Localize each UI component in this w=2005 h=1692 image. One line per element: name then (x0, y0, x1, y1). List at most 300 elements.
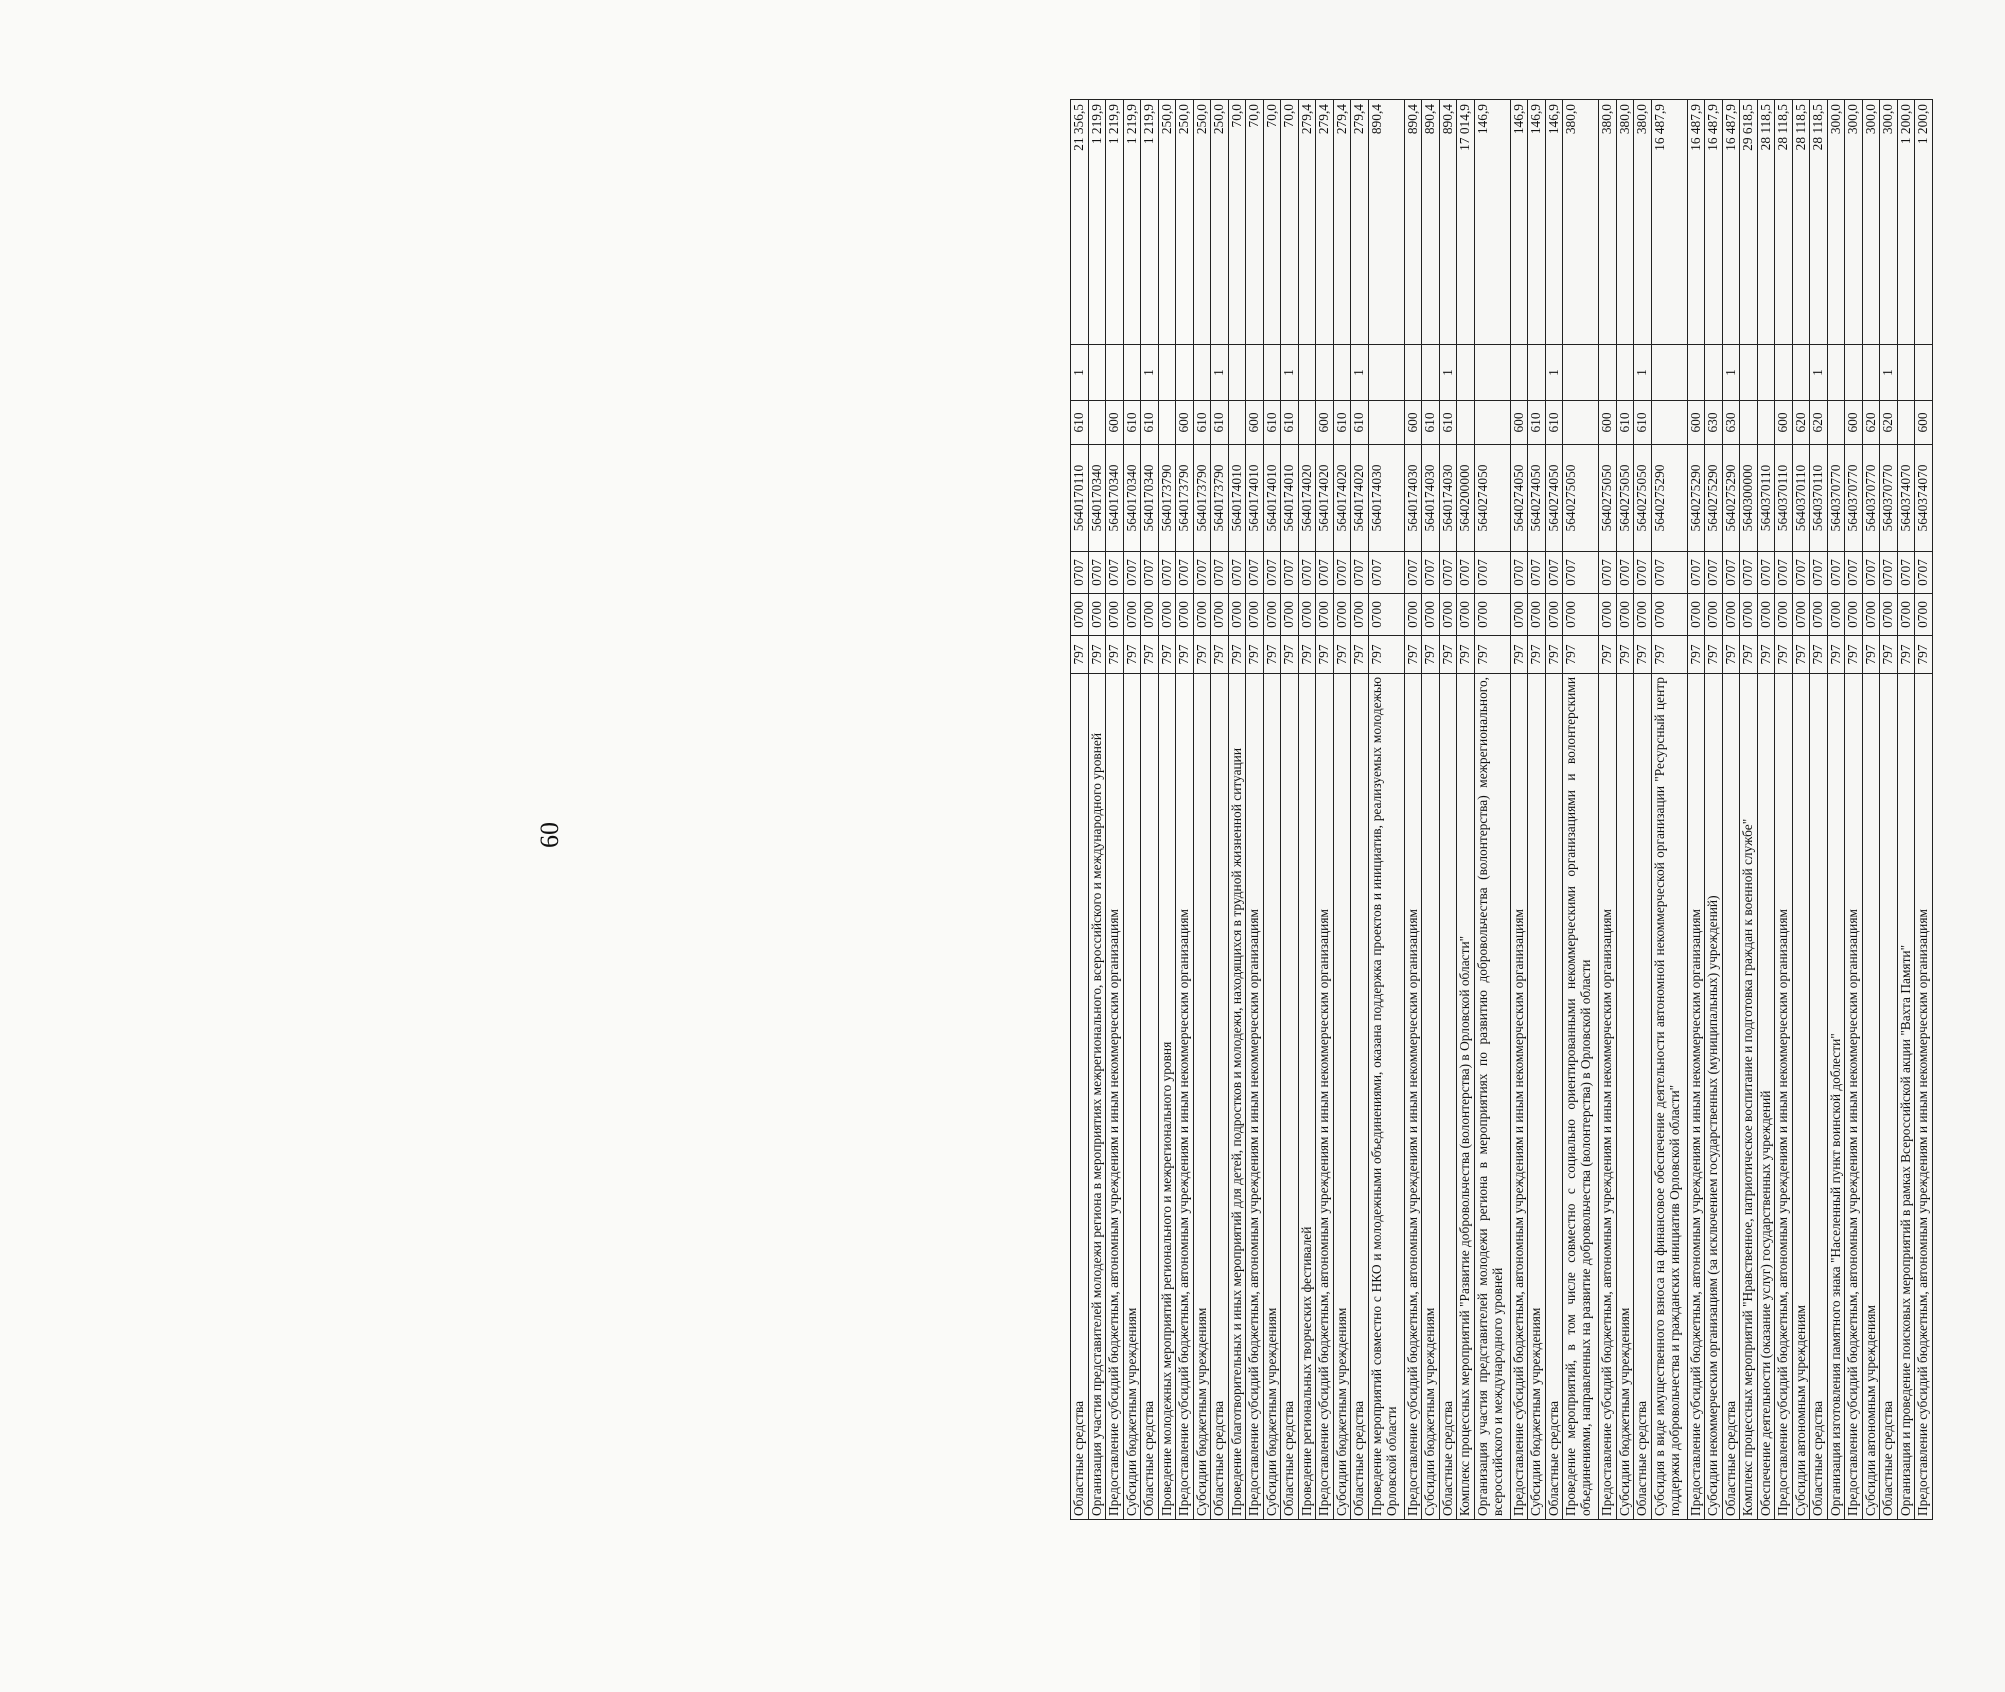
row-name-cell: Предоставление субсидий бюджетным, автономным учреждениям и иным некоммерческим организациям (1915, 674, 1933, 1520)
row-target-article-cell: 5640275290 (1705, 445, 1723, 552)
row-sum-cell: 146,9 (1474, 100, 1510, 345)
row-expense-type-cell: 610 (1616, 401, 1634, 445)
row-section-cell: 0700 (1545, 594, 1563, 636)
row-target-article-cell: 5640200000 (1457, 445, 1475, 552)
row-name-cell: Субсидия в виде имущественного взноса на финансовое обеспечение деятельности автономной некоммерческой организации "Ресурсный центр поддержки добровольчества и гражданских инициатив Орловской области" (1651, 674, 1687, 1520)
row-subsection-cell: 0707 (1775, 552, 1793, 594)
table-row (1563, 100, 1599, 1520)
row-section-cell: 0700 (1298, 594, 1316, 636)
table-row (1687, 100, 1705, 1520)
row-sum-cell: 279,4 (1351, 100, 1369, 345)
table-row (1616, 100, 1634, 1520)
row-section-cell: 0700 (1827, 594, 1845, 636)
row-sum-cell: 1 219,9 (1141, 100, 1159, 345)
row-section-cell: 0700 (1088, 594, 1106, 636)
row-mark-cell (1106, 345, 1124, 401)
row-expense-type-cell (1757, 401, 1775, 445)
row-section-cell: 0700 (1071, 594, 1089, 636)
row-target-article-cell: 5640275050 (1563, 445, 1599, 552)
table-row (1246, 100, 1264, 1520)
row-expense-type-cell: 610 (1528, 401, 1546, 445)
row-mark-cell (1246, 345, 1264, 401)
row-name-cell: Предоставление субсидий бюджетным, автономным учреждениям и иным некоммерческим организациям (1775, 674, 1793, 1520)
row-sum-cell: 146,9 (1510, 100, 1528, 345)
row-mark-cell (1368, 345, 1404, 401)
table-row (1176, 100, 1194, 1520)
table-row (1915, 100, 1933, 1520)
row-target-article-cell: 5640170340 (1141, 445, 1159, 552)
row-expense-type-cell: 610 (1333, 401, 1351, 445)
row-target-article-cell: 5640370110 (1775, 445, 1793, 552)
row-mark-cell (1123, 345, 1141, 401)
row-gr-cell: 797 (1141, 636, 1159, 674)
row-expense-type-cell: 610 (1263, 401, 1281, 445)
row-name-cell: Комплекс процессных мероприятий "Нравственное, патриотическое воспитание и подготовка граждан к военной службе" (1740, 674, 1758, 1520)
row-name-cell: Проведение молодежных мероприятий регионального и межрегионального уровня (1158, 674, 1176, 1520)
row-subsection-cell: 0707 (1599, 552, 1617, 594)
row-name-cell: Субсидии бюджетным учреждениям (1528, 674, 1546, 1520)
row-mark-cell (1705, 345, 1723, 401)
row-expense-type-cell: 620 (1792, 401, 1810, 445)
row-gr-cell: 797 (1757, 636, 1775, 674)
row-name-cell: Областные средства (1439, 674, 1457, 1520)
row-sum-cell: 300,0 (1880, 100, 1898, 345)
row-mark-cell (1457, 345, 1475, 401)
row-target-article-cell: 5640370110 (1792, 445, 1810, 552)
row-mark-cell (1316, 345, 1334, 401)
row-name-cell: Предоставление субсидий бюджетным, автономным учреждениям и иным некоммерческим организациям (1845, 674, 1863, 1520)
row-expense-type-cell: 630 (1722, 401, 1740, 445)
row-section-cell: 0700 (1880, 594, 1898, 636)
row-gr-cell: 797 (1915, 636, 1933, 674)
row-sum-cell: 16 487,9 (1722, 100, 1740, 345)
row-expense-type-cell (1740, 401, 1758, 445)
row-subsection-cell: 0707 (1528, 552, 1546, 594)
table-row (1211, 100, 1229, 1520)
row-sum-cell: 380,0 (1563, 100, 1599, 345)
row-expense-type-cell: 600 (1176, 401, 1194, 445)
row-subsection-cell: 0707 (1298, 552, 1316, 594)
row-mark-cell (1088, 345, 1106, 401)
row-sum-cell: 890,4 (1404, 100, 1422, 345)
row-subsection-cell: 0707 (1368, 552, 1404, 594)
row-sum-cell: 146,9 (1545, 100, 1563, 345)
table-row (1599, 100, 1617, 1520)
row-target-article-cell: 5640173790 (1176, 445, 1194, 552)
row-sum-cell: 250,0 (1193, 100, 1211, 345)
row-name-cell: Областные средства (1722, 674, 1740, 1520)
row-section-cell: 0700 (1563, 594, 1599, 636)
row-gr-cell: 797 (1705, 636, 1723, 674)
row-sum-cell: 28 118,5 (1775, 100, 1793, 345)
row-subsection-cell: 0707 (1316, 552, 1334, 594)
table-row (1088, 100, 1106, 1520)
row-sum-cell: 250,0 (1176, 100, 1194, 345)
table-row (1651, 100, 1687, 1520)
row-gr-cell: 797 (1810, 636, 1828, 674)
row-name-cell: Субсидии бюджетным учреждениям (1123, 674, 1141, 1520)
row-sum-cell: 70,0 (1228, 100, 1246, 345)
row-sum-cell: 17 014,9 (1457, 100, 1475, 345)
row-section-cell: 0700 (1422, 594, 1440, 636)
row-mark-cell (1792, 345, 1810, 401)
row-name-cell: Предоставление субсидий бюджетным, автономным учреждениям и иным некоммерческим организациям (1106, 674, 1124, 1520)
row-sum-cell: 300,0 (1845, 100, 1863, 345)
row-gr-cell: 797 (1193, 636, 1211, 674)
row-sum-cell: 380,0 (1634, 100, 1652, 345)
row-target-article-cell: 5640370770 (1845, 445, 1863, 552)
table-row (1705, 100, 1723, 1520)
row-gr-cell: 797 (1123, 636, 1141, 674)
row-expense-type-cell: 600 (1599, 401, 1617, 445)
row-section-cell: 0700 (1158, 594, 1176, 636)
row-target-article-cell: 5640275050 (1634, 445, 1652, 552)
table-row (1775, 100, 1793, 1520)
row-name-cell: Субсидии автономным учреждениям (1862, 674, 1880, 1520)
row-expense-type-cell: 610 (1351, 401, 1369, 445)
row-mark-cell: 1 (1071, 345, 1089, 401)
row-mark-cell (1404, 345, 1422, 401)
row-mark-cell (1599, 345, 1617, 401)
table-row (1722, 100, 1740, 1520)
row-mark-cell: 1 (1634, 345, 1652, 401)
row-section-cell: 0700 (1862, 594, 1880, 636)
row-name-cell: Субсидии бюджетным учреждениям (1422, 674, 1440, 1520)
row-mark-cell (1862, 345, 1880, 401)
row-name-cell: Областные средства (1071, 674, 1089, 1520)
row-expense-type-cell: 600 (1404, 401, 1422, 445)
row-mark-cell: 1 (1722, 345, 1740, 401)
row-expense-type-cell: 610 (1422, 401, 1440, 445)
row-expense-type-cell: 620 (1810, 401, 1828, 445)
row-sum-cell: 250,0 (1211, 100, 1229, 345)
row-gr-cell: 797 (1439, 636, 1457, 674)
row-name-cell: Организация и проведение поисковых мероприятий в рамках Всероссийской акции "Вахта Памяти" (1897, 674, 1915, 1520)
row-subsection-cell: 0707 (1158, 552, 1176, 594)
row-expense-type-cell: 610 (1211, 401, 1229, 445)
row-section-cell: 0700 (1193, 594, 1211, 636)
row-target-article-cell: 5640174010 (1228, 445, 1246, 552)
row-gr-cell: 797 (1862, 636, 1880, 674)
row-sum-cell: 1 219,9 (1106, 100, 1124, 345)
row-gr-cell: 797 (1176, 636, 1194, 674)
row-name-cell: Областные средства (1545, 674, 1563, 1520)
row-section-cell: 0700 (1211, 594, 1229, 636)
row-name-cell: Проведение благотворительных и иных мероприятий для детей, подростков и молодежи, находящихся в трудной жизненной ситуации (1228, 674, 1246, 1520)
table-row (1228, 100, 1246, 1520)
row-expense-type-cell: 600 (1106, 401, 1124, 445)
row-subsection-cell: 0707 (1616, 552, 1634, 594)
row-name-cell: Субсидии некоммерческим организациям (за исключением государственных (муниципальных) учреждений) (1705, 674, 1723, 1520)
row-subsection-cell: 0707 (1792, 552, 1810, 594)
row-sum-cell: 21 356,5 (1071, 100, 1089, 345)
row-section-cell: 0700 (1897, 594, 1915, 636)
row-subsection-cell: 0707 (1827, 552, 1845, 594)
row-section-cell: 0700 (1651, 594, 1687, 636)
row-mark-cell (1298, 345, 1316, 401)
row-name-cell: Организация изготовления памятного знака "Населенный пункт воинской доблести" (1827, 674, 1845, 1520)
table-row (1792, 100, 1810, 1520)
row-mark-cell (1651, 345, 1687, 401)
table-row (1333, 100, 1351, 1520)
row-gr-cell: 797 (1281, 636, 1299, 674)
row-section-cell: 0700 (1351, 594, 1369, 636)
row-gr-cell: 797 (1263, 636, 1281, 674)
row-subsection-cell: 0707 (1474, 552, 1510, 594)
row-mark-cell: 1 (1351, 345, 1369, 401)
row-name-cell: Проведение мероприятий, в том числе совместно с социально ориентированными некоммерческими организациями и волонтерскими объединениями, направленных на развитие добровольчества (волонтерства) в Орловской области (1563, 674, 1599, 1520)
row-sum-cell: 28 118,5 (1810, 100, 1828, 345)
table-row (1298, 100, 1316, 1520)
row-expense-type-cell (1368, 401, 1404, 445)
table-row (1071, 100, 1089, 1520)
row-name-cell: Областные средства (1141, 674, 1159, 1520)
row-section-cell: 0700 (1123, 594, 1141, 636)
row-section-cell: 0700 (1810, 594, 1828, 636)
row-gr-cell: 797 (1510, 636, 1528, 674)
row-sum-cell: 380,0 (1616, 100, 1634, 345)
row-gr-cell: 797 (1404, 636, 1422, 674)
row-gr-cell: 797 (1457, 636, 1475, 674)
row-section-cell: 0700 (1333, 594, 1351, 636)
table-row (1810, 100, 1828, 1520)
row-target-article-cell: 5640174020 (1333, 445, 1351, 552)
row-name-cell: Субсидии бюджетным учреждениям (1193, 674, 1211, 1520)
row-expense-type-cell: 610 (1439, 401, 1457, 445)
row-expense-type-cell (1228, 401, 1246, 445)
row-mark-cell (1528, 345, 1546, 401)
row-target-article-cell: 5640174020 (1316, 445, 1334, 552)
row-section-cell: 0700 (1775, 594, 1793, 636)
row-gr-cell: 797 (1106, 636, 1124, 674)
row-mark-cell (1915, 345, 1933, 401)
row-sum-cell: 1 219,9 (1088, 100, 1106, 345)
row-name-cell: Организация участия представителей молодежи региона в мероприятиях по развитию добровольчества (волонтерства) межрегионального, всероссийского и международного уровней (1474, 674, 1510, 1520)
row-mark-cell (1228, 345, 1246, 401)
row-target-article-cell: 5640170340 (1088, 445, 1106, 552)
row-subsection-cell: 0707 (1141, 552, 1159, 594)
row-subsection-cell: 0707 (1563, 552, 1599, 594)
row-section-cell: 0700 (1368, 594, 1404, 636)
row-subsection-cell: 0707 (1193, 552, 1211, 594)
row-mark-cell (1757, 345, 1775, 401)
row-sum-cell: 250,0 (1158, 100, 1176, 345)
row-sum-cell: 279,4 (1298, 100, 1316, 345)
row-gr-cell: 797 (1228, 636, 1246, 674)
row-gr-cell: 797 (1211, 636, 1229, 674)
row-mark-cell (1193, 345, 1211, 401)
row-mark-cell: 1 (1880, 345, 1898, 401)
row-mark-cell: 1 (1439, 345, 1457, 401)
row-target-article-cell: 5640370770 (1862, 445, 1880, 552)
row-mark-cell (1687, 345, 1705, 401)
row-sum-cell: 279,4 (1333, 100, 1351, 345)
row-sum-cell: 300,0 (1827, 100, 1845, 345)
row-target-article-cell: 5640173790 (1158, 445, 1176, 552)
row-subsection-cell: 0707 (1404, 552, 1422, 594)
row-expense-type-cell (1651, 401, 1687, 445)
row-expense-type-cell (1158, 401, 1176, 445)
row-gr-cell: 797 (1563, 636, 1599, 674)
row-subsection-cell: 0707 (1634, 552, 1652, 594)
table-row (1845, 100, 1863, 1520)
row-target-article-cell: 5640173790 (1211, 445, 1229, 552)
row-name-cell: Предоставление субсидий бюджетным, автономным учреждениям и иным некоммерческим организациям (1246, 674, 1264, 1520)
row-expense-type-cell: 600 (1687, 401, 1705, 445)
table-row (1281, 100, 1299, 1520)
row-sum-cell: 16 487,9 (1705, 100, 1723, 345)
row-target-article-cell: 5640174030 (1422, 445, 1440, 552)
row-section-cell: 0700 (1106, 594, 1124, 636)
row-subsection-cell: 0707 (1439, 552, 1457, 594)
row-expense-type-cell: 630 (1705, 401, 1723, 445)
row-sum-cell: 28 118,5 (1757, 100, 1775, 345)
row-expense-type-cell: 610 (1193, 401, 1211, 445)
table-row (1510, 100, 1528, 1520)
row-sum-cell: 16 487,9 (1651, 100, 1687, 345)
row-section-cell: 0700 (1439, 594, 1457, 636)
row-subsection-cell: 0707 (1705, 552, 1723, 594)
row-section-cell: 0700 (1457, 594, 1475, 636)
row-gr-cell: 797 (1333, 636, 1351, 674)
row-mark-cell (1827, 345, 1845, 401)
row-target-article-cell: 5640174020 (1351, 445, 1369, 552)
row-gr-cell: 797 (1634, 636, 1652, 674)
row-section-cell: 0700 (1263, 594, 1281, 636)
page-number: 60 (535, 822, 564, 848)
row-sum-cell: 1 200,0 (1897, 100, 1915, 345)
row-gr-cell: 797 (1845, 636, 1863, 674)
table-row (1351, 100, 1369, 1520)
row-subsection-cell: 0707 (1176, 552, 1194, 594)
row-subsection-cell: 0707 (1722, 552, 1740, 594)
row-mark-cell (1510, 345, 1528, 401)
row-target-article-cell: 5640174030 (1439, 445, 1457, 552)
row-name-cell: Организация участия представителей молодежи региона в мероприятиях межрегионального, всероссийского и международного уровней (1088, 674, 1106, 1520)
row-sum-cell: 70,0 (1281, 100, 1299, 345)
row-expense-type-cell (1563, 401, 1599, 445)
table-row (1316, 100, 1334, 1520)
row-target-article-cell: 5640300000 (1740, 445, 1758, 552)
row-expense-type-cell (1457, 401, 1475, 445)
row-target-article-cell: 5640370110 (1810, 445, 1828, 552)
row-name-cell: Обеспечение деятельности (оказание услуг) государственных учреждений (1757, 674, 1775, 1520)
row-gr-cell: 797 (1827, 636, 1845, 674)
row-section-cell: 0700 (1687, 594, 1705, 636)
row-sum-cell: 1 200,0 (1915, 100, 1933, 345)
row-name-cell: Областные средства (1810, 674, 1828, 1520)
table-row (1528, 100, 1546, 1520)
row-gr-cell: 797 (1528, 636, 1546, 674)
row-subsection-cell: 0707 (1915, 552, 1933, 594)
row-expense-type-cell: 620 (1862, 401, 1880, 445)
row-expense-type-cell: 610 (1634, 401, 1652, 445)
row-name-cell: Областные средства (1211, 674, 1229, 1520)
row-name-cell: Предоставление субсидий бюджетным, автономным учреждениям и иным некоммерческим организациям (1687, 674, 1705, 1520)
row-target-article-cell: 5640275290 (1687, 445, 1705, 552)
row-target-article-cell: 5640370110 (1757, 445, 1775, 552)
table-row (1474, 100, 1510, 1520)
row-mark-cell (1845, 345, 1863, 401)
row-subsection-cell: 0707 (1810, 552, 1828, 594)
row-subsection-cell: 0707 (1845, 552, 1863, 594)
row-gr-cell: 797 (1651, 636, 1687, 674)
row-subsection-cell: 0707 (1281, 552, 1299, 594)
row-sum-cell: 279,4 (1316, 100, 1334, 345)
row-target-article-cell: 5640274050 (1510, 445, 1528, 552)
row-subsection-cell: 0707 (1246, 552, 1264, 594)
row-sum-cell: 146,9 (1528, 100, 1546, 345)
row-sum-cell: 300,0 (1862, 100, 1880, 345)
row-expense-type-cell: 600 (1316, 401, 1334, 445)
row-sum-cell: 1 219,9 (1123, 100, 1141, 345)
row-target-article-cell: 5640170340 (1123, 445, 1141, 552)
row-mark-cell: 1 (1545, 345, 1563, 401)
row-mark-cell: 1 (1281, 345, 1299, 401)
row-mark-cell (1740, 345, 1758, 401)
row-gr-cell: 797 (1474, 636, 1510, 674)
row-section-cell: 0700 (1246, 594, 1264, 636)
row-subsection-cell: 0707 (1071, 552, 1089, 594)
row-name-cell: Субсидии автономным учреждениям (1792, 674, 1810, 1520)
row-expense-type-cell (1298, 401, 1316, 445)
row-expense-type-cell (1474, 401, 1510, 445)
row-section-cell: 0700 (1915, 594, 1933, 636)
row-subsection-cell: 0707 (1088, 552, 1106, 594)
row-gr-cell: 797 (1158, 636, 1176, 674)
row-name-cell: Предоставление субсидий бюджетным, автономным учреждениям и иным некоммерческим организациям (1510, 674, 1528, 1520)
row-gr-cell: 797 (1792, 636, 1810, 674)
table-row (1404, 100, 1422, 1520)
row-gr-cell: 797 (1722, 636, 1740, 674)
row-name-cell: Проведение мероприятий совместно с НКО и молодежными объединениями, оказана поддержка проектов и инициатив, реализуемых молодежью Орловской области (1368, 674, 1404, 1520)
row-gr-cell: 797 (1897, 636, 1915, 674)
table-row (1880, 100, 1898, 1520)
table-row (1862, 100, 1880, 1520)
row-expense-type-cell: 610 (1123, 401, 1141, 445)
row-target-article-cell: 5640170110 (1071, 445, 1089, 552)
row-target-article-cell: 5640274050 (1474, 445, 1510, 552)
rotated-table-container (1070, 100, 2005, 1520)
row-gr-cell: 797 (1599, 636, 1617, 674)
row-target-article-cell: 5640174010 (1246, 445, 1264, 552)
row-mark-cell: 1 (1211, 345, 1229, 401)
row-target-article-cell: 5640370770 (1827, 445, 1845, 552)
table-row (1634, 100, 1652, 1520)
row-expense-type-cell: 610 (1545, 401, 1563, 445)
row-name-cell: Областные средства (1281, 674, 1299, 1520)
row-target-article-cell: 5640174030 (1404, 445, 1422, 552)
row-mark-cell (1897, 345, 1915, 401)
row-sum-cell: 70,0 (1263, 100, 1281, 345)
row-mark-cell (1775, 345, 1793, 401)
table-row (1106, 100, 1124, 1520)
table-row (1757, 100, 1775, 1520)
row-subsection-cell: 0707 (1757, 552, 1775, 594)
table-row (1368, 100, 1404, 1520)
row-mark-cell (1616, 345, 1634, 401)
row-subsection-cell: 0707 (1123, 552, 1141, 594)
row-subsection-cell: 0707 (1351, 552, 1369, 594)
row-gr-cell: 797 (1088, 636, 1106, 674)
row-subsection-cell: 0707 (1862, 552, 1880, 594)
budget-table (1070, 99, 1933, 1520)
row-target-article-cell: 5640275290 (1722, 445, 1740, 552)
row-gr-cell: 797 (1246, 636, 1264, 674)
row-section-cell: 0700 (1740, 594, 1758, 636)
row-name-cell: Субсидии бюджетным учреждениям (1263, 674, 1281, 1520)
row-expense-type-cell (1897, 401, 1915, 445)
